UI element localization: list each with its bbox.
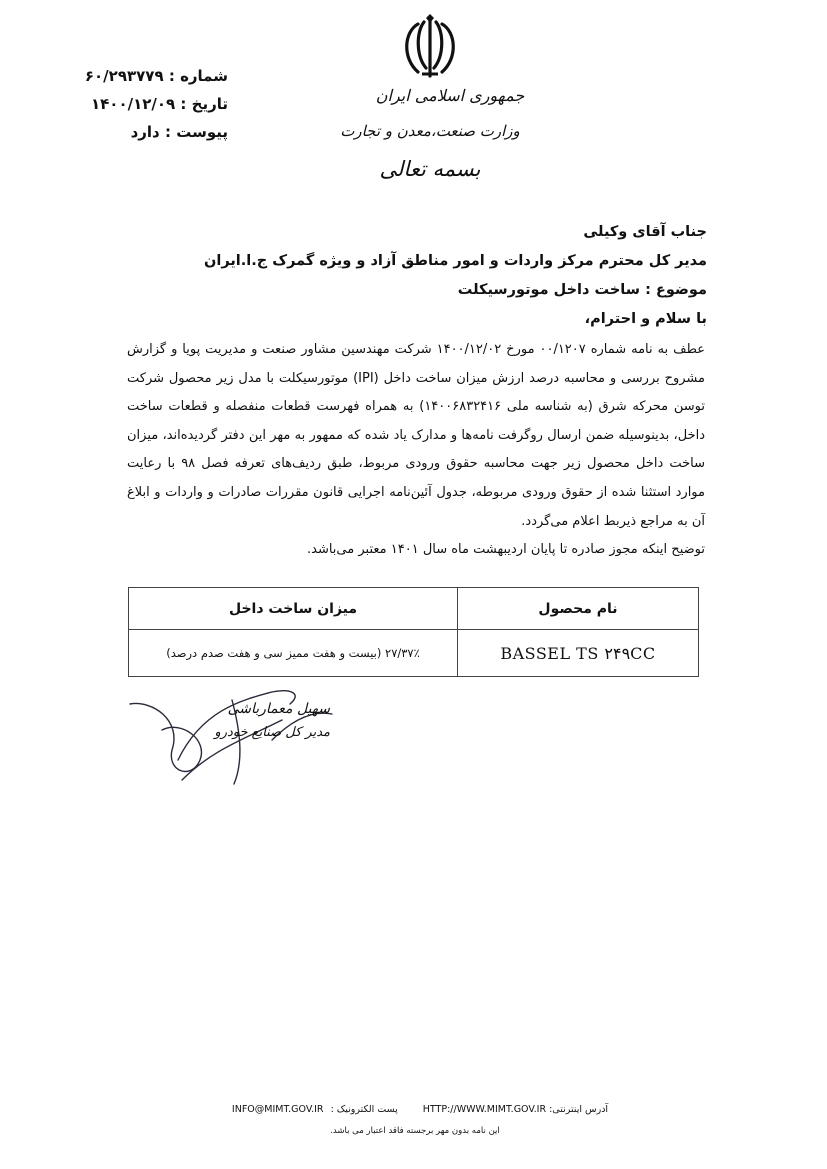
invocation-text: بسمه تعالی: [379, 157, 481, 181]
letter-number-row: [78, 62, 228, 90]
country-name: جمهوری اسلامی ایران: [375, 86, 525, 105]
cell-local-content: ۲۷/۳۷٪ (بیست و هفت ممیز سی و هفت صدم درصد): [129, 630, 458, 677]
product-table: [128, 587, 699, 677]
signer-title: مدیر کل صنایع خودرو: [214, 725, 330, 740]
signer-name: سهیل معمارباشی: [227, 701, 330, 717]
letter-date-label: تاریخ :: [180, 95, 228, 113]
header-local-content: میزان ساخت داخل: [129, 588, 458, 630]
footer-contact: [200, 1104, 640, 1115]
body-paragraph: عطف به نامه شماره ۰۰/۱۲۰۷ مورخ ۱۴۰۰/۱۲/۰۲ شرکت مهندسین مشاور صنعت و مدیریت پویا و گزارش مشروح بررسی و محاسبه درصد ارزش میزان ساخت داخل (IPI) موتورسیکلت با مدل زیر محصول شرکت توسن محرکه شرق (به شناسه ملی ۱۴۰۰۶۸۳۲۴۱۶) به همراه فهرست قطعات منفصله و قطعات ساخت داخل، بدینوسیله ضمن ارسال روگرفت نامه‌ها و مدارک یاد شده که ممهور به مهر این دفتر گردیده‌اند، میزان ساخت داخل محصول زیر جهت محاسبه حقوق ورودی مربوط، طبق ردیف‌های تعرفه فصل ۹۸ با رعایت موارد استثنا شده از حقوق ورودی مربوطه، جدول آئین‌نامه اجرایی قانون مقررات صادرات و واردات و ابلاغ آن به مراجع ذیربط اعلام می‌گردد.: [127, 342, 705, 529]
greeting-line: با سلام و احترام،: [584, 311, 707, 327]
footer-disclaimer: این نامه بدون مهر برجسته فاقد اعتبار می باشد.: [330, 1126, 500, 1136]
header-product-name: نام محصول: [458, 588, 699, 630]
addressee-block: [107, 218, 707, 334]
addressee-name: جناب آقای وکیلی: [583, 224, 707, 240]
organization-block: [320, 84, 540, 186]
signature-block: [170, 698, 330, 744]
letter-date-value: ۱۴۰۰/۱۲/۰۹: [90, 95, 176, 113]
letter-number-value: ۶۰/۲۹۳۷۷۹: [84, 67, 164, 85]
footer-email-value: INFO@MIMT.GOV.IR: [231, 1104, 324, 1115]
letter-date-row: [78, 90, 228, 118]
table-row: [129, 630, 699, 677]
footer-email-label: پست الکترونیک :: [330, 1104, 398, 1115]
attachment-value: دارد: [130, 123, 160, 141]
addressee-title: مدیر کل محترم مرکز واردات و امور مناطق آزاد و ویژه گمرک ج.ا.ایران: [203, 253, 707, 269]
footer-address-value: HTTP://WWW.MIMT.GOV.IR: [422, 1104, 547, 1115]
ministry-name: وزارت صنعت،معدن و تجارت: [340, 122, 520, 140]
subject-line: موضوع : ساخت داخل موتورسیکلت: [457, 282, 707, 298]
validity-note: توضیح اینکه مجوز صادره تا پایان اردیبهشت ماه سال ۱۴۰۱ معتبر می‌باشد.: [307, 542, 705, 558]
letter-number-label: شماره :: [168, 67, 228, 85]
letter-meta: [78, 62, 228, 146]
footer-address-label: آدرس اینترنتی:: [549, 1104, 609, 1115]
letter-body: [127, 336, 705, 565]
table-header-row: [129, 588, 699, 630]
emblem-icon: [396, 14, 464, 80]
attachment-row: [78, 118, 228, 146]
cell-product-name: BASSEL TS ۲۴۹CC: [458, 630, 699, 677]
attachment-label: پیوست :: [164, 123, 228, 141]
